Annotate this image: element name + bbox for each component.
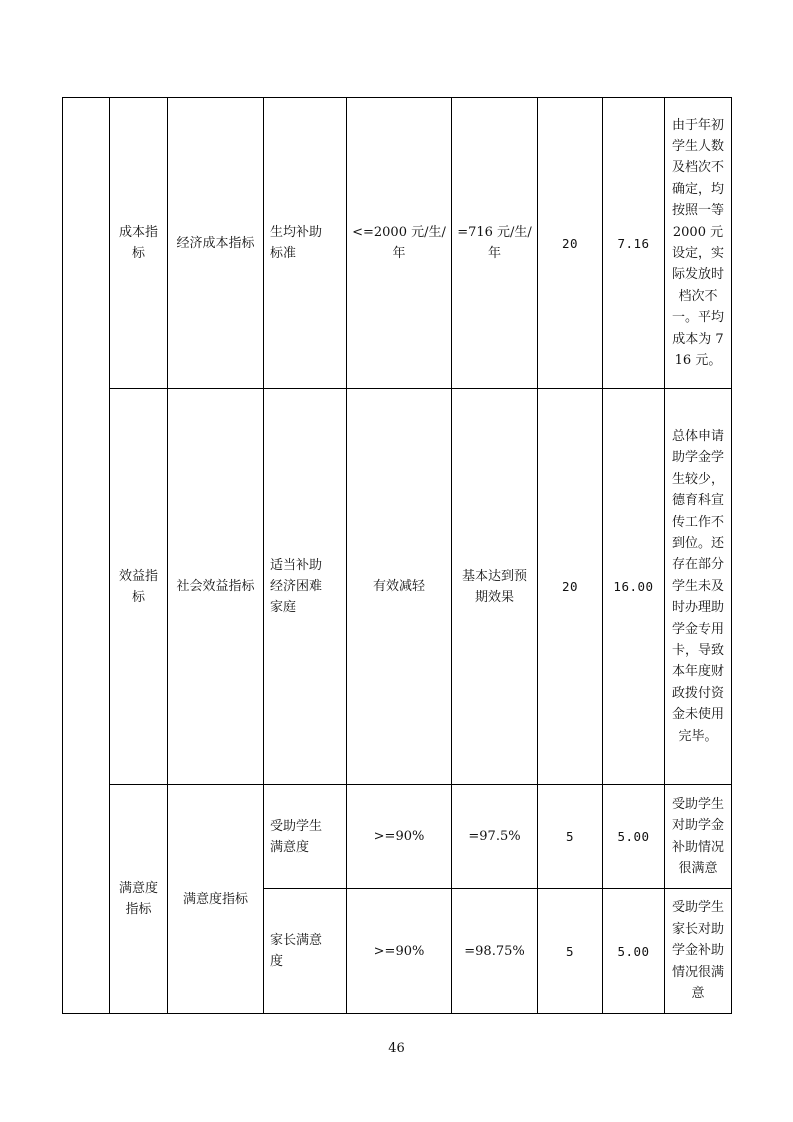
performance-table (62, 97, 732, 1014)
score-student-satisfaction: 5.00 (617, 829, 650, 844)
score-parent-satisfaction: 5.00 (617, 943, 650, 959)
note-parent-satisfaction: 受助学生家长对助学金补助情况很满意 (672, 900, 725, 1002)
indicator-parent-satisfaction: 家长满意度 (270, 933, 323, 969)
actual-parent-satisfaction: =98.75% (464, 943, 525, 959)
weight-benefit: 20 (561, 579, 579, 594)
note-benefit: 总体申请助学金学生较少，德育科宣传工作不到位。还存在部分学生未及时办理助学金专用卡，导致本年度财政拨付资金未使用完毕。 (672, 428, 725, 744)
note-student-satisfaction: 受助学生对助学金补助情况很满意 (672, 796, 725, 876)
page-number: 46 (388, 1041, 405, 1056)
subcategory-benefit: 社会效益指标 (176, 579, 255, 594)
category-cost: 成本指标 (118, 225, 158, 261)
indicator-student-satisfaction: 受助学生满意度 (270, 818, 323, 855)
target-student-satisfaction: >=90% (373, 829, 425, 844)
weight-cost: 20 (561, 235, 579, 251)
score-cost: 7.16 (617, 235, 650, 251)
indicator-cost: 生均补助标准 (270, 225, 323, 261)
score-benefit: 16.00 (613, 579, 654, 594)
weight-student-satisfaction: 5 (565, 829, 575, 844)
category-benefit: 效益指标 (118, 568, 158, 605)
indicator-benefit: 适当补助经济困难家庭 (270, 558, 323, 615)
weight-parent-satisfaction: 5 (565, 943, 575, 959)
subcategory-satisfaction: 满意度指标 (182, 891, 248, 907)
category-satisfaction: 满意度指标 (118, 881, 158, 917)
actual-cost: =716 元/生/年 (457, 225, 532, 261)
target-cost: <=2000 元/生/年 (352, 225, 446, 261)
actual-benefit: 基本达到预期效果 (461, 568, 527, 605)
actual-student-satisfaction: =97.5% (468, 829, 521, 844)
target-benefit: 有效减轻 (372, 579, 425, 594)
note-cost: 由于年初学生人数及档次不确定，均按照一等 2000 元设定，实际发放时档次不一。平均成本为 716 元。 (672, 117, 725, 369)
subcategory-cost: 经济成本指标 (176, 235, 255, 251)
target-parent-satisfaction: >=90% (373, 943, 425, 959)
